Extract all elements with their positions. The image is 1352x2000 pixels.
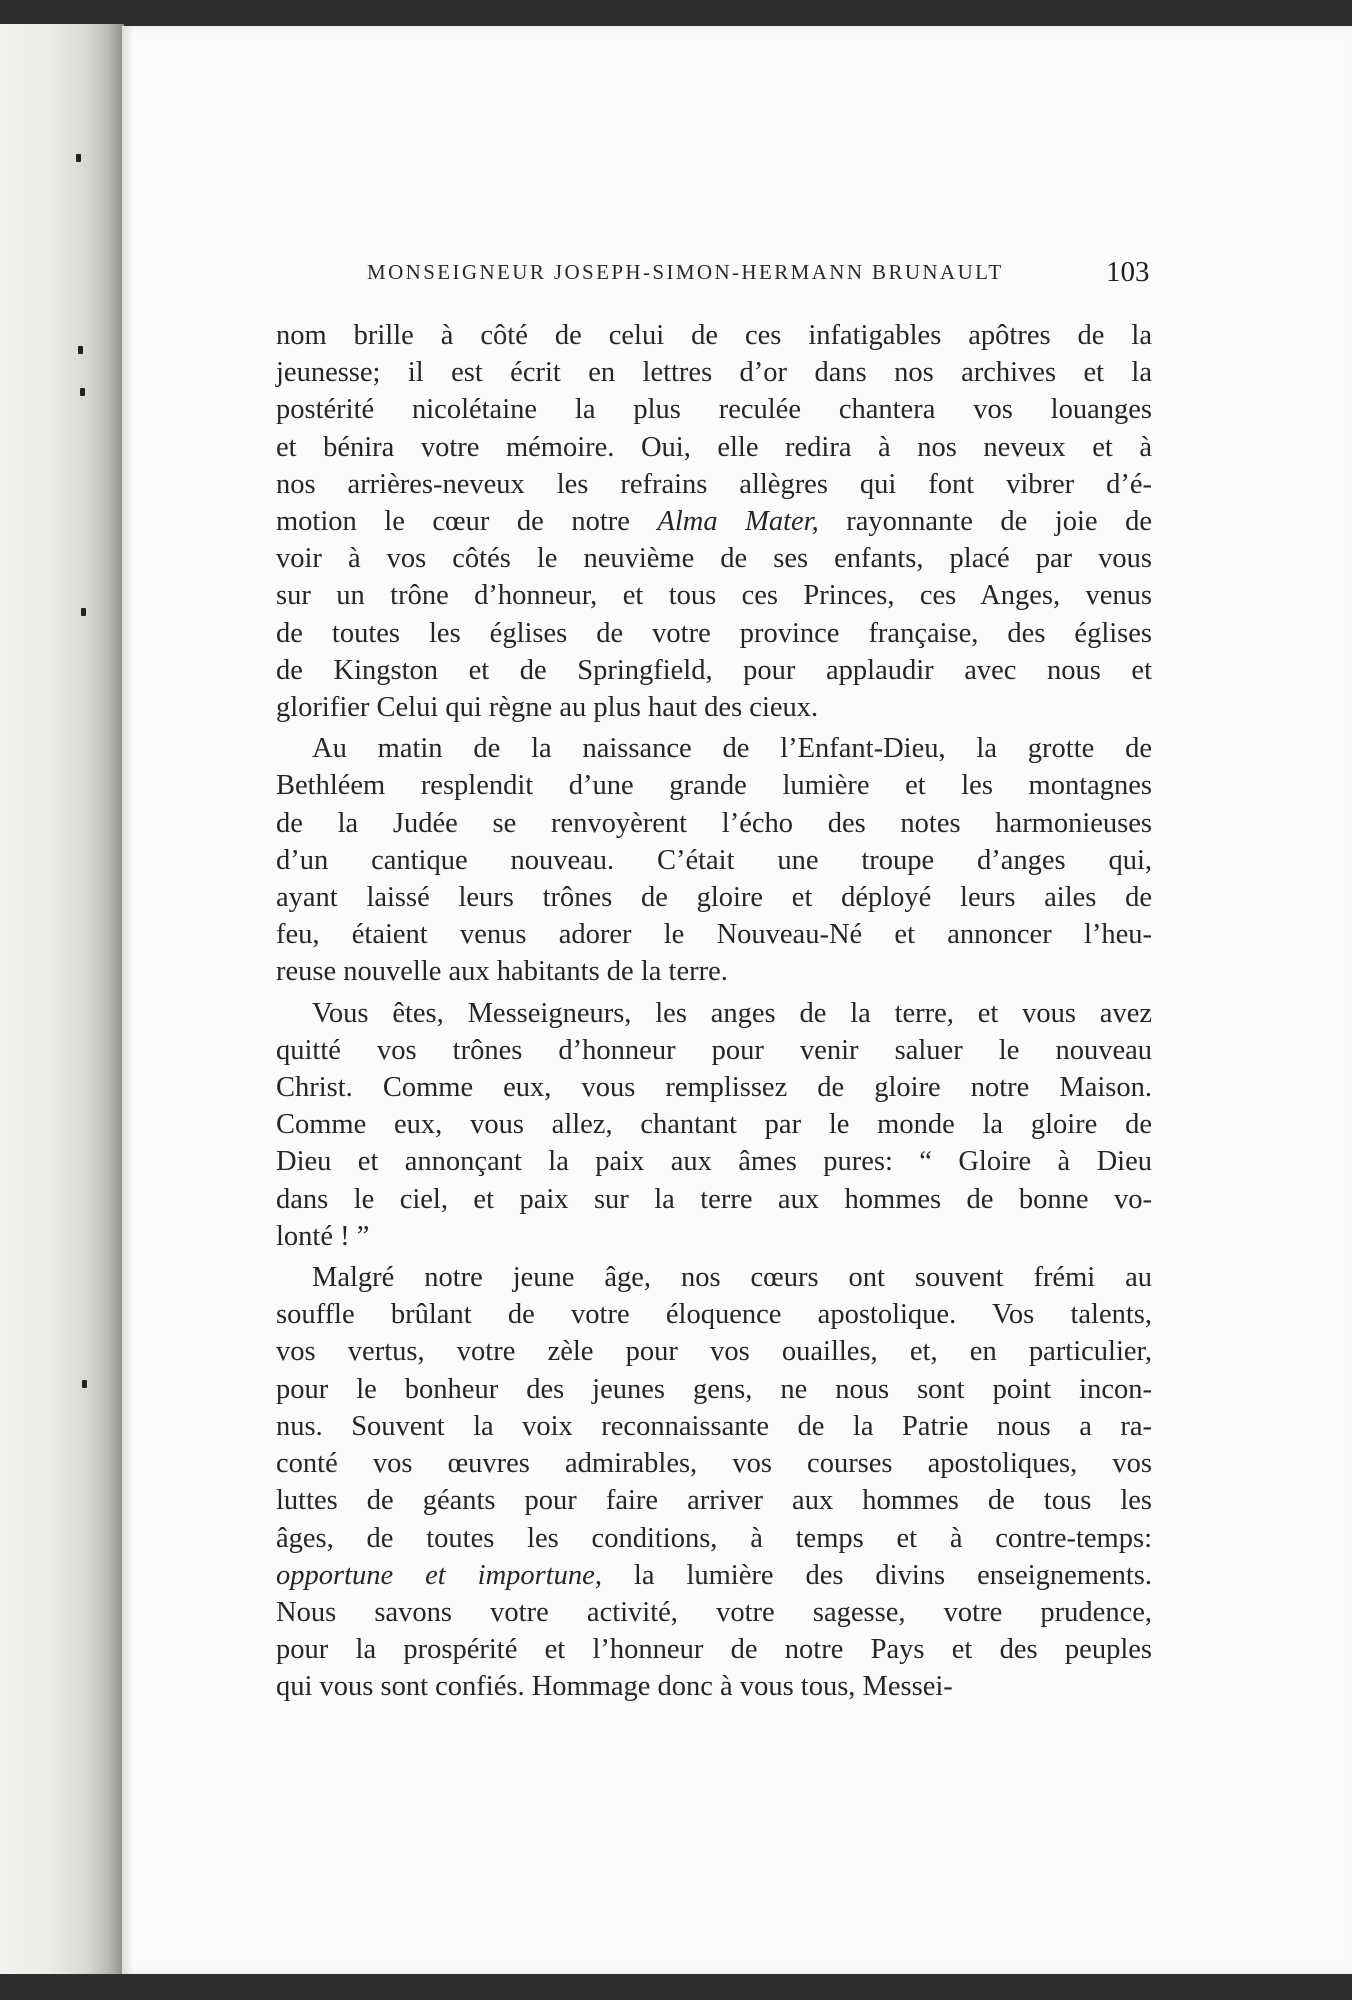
text-line: nos arrières-neveux les refrains allègres qui font vibrer d’é- bbox=[276, 468, 1152, 500]
text-line: conté vos œuvres admirables, vos courses apostoliques, vos bbox=[276, 1448, 1152, 1480]
paragraph bbox=[276, 730, 1152, 990]
text-line: vos vertus, votre zèle pour vos ouailles, et, en particulier, bbox=[276, 1336, 1152, 1368]
scan-bottom-edge bbox=[0, 1974, 1352, 2000]
paragraph bbox=[276, 317, 1152, 726]
text-line: Comme eux, vous allez, chantant par le monde la gloire de bbox=[276, 1109, 1152, 1141]
text-line: ayant laissé leurs trônes de gloire et déployé leurs ailes de bbox=[276, 882, 1152, 914]
text-line: dans le ciel, et paix sur la terre aux hommes de bonne vo- bbox=[276, 1183, 1152, 1215]
text-line: d’un cantique nouveau. C’était une troupe d’anges qui, bbox=[276, 844, 1152, 876]
text-line: de toutes les églises de votre province française, des églises bbox=[276, 617, 1152, 649]
text-line: postérité nicolétaine la plus reculée chantera vos louanges bbox=[276, 394, 1152, 426]
text-line: de Kingston et de Springfield, pour applaudir avec nous et bbox=[276, 654, 1152, 686]
text-line: qui vous sont confiés. Hommage donc à vous tous, Messei- bbox=[276, 1671, 953, 1703]
body-text bbox=[276, 317, 1152, 1706]
italic-phrase: Alma Mater, bbox=[657, 506, 819, 538]
text-line: Vous êtes, Messeigneurs, les anges de la terre, et vous avez bbox=[312, 997, 1152, 1029]
text-line: lonté ! ” bbox=[276, 1220, 370, 1252]
italic-phrase: opportune et importune, bbox=[276, 1559, 602, 1591]
text-line: de la Judée se renvoyèrent l’écho des notes harmonieuses bbox=[276, 807, 1152, 839]
text-line: feu, étaient venus adorer le Nouveau-Né et annoncer l’heu- bbox=[276, 919, 1152, 951]
running-head: MONSEIGNEUR JOSEPH-SIMON-HERMANN BRUNAULT bbox=[367, 260, 1004, 284]
text-line: reuse nouvelle aux habitants de la terre. bbox=[276, 956, 728, 988]
binding-mark bbox=[78, 346, 83, 354]
text-line: nus. Souvent la voix reconnaissante de la Patrie nous a ra- bbox=[276, 1410, 1152, 1442]
text-line: voir à vos côtés le neuvième de ses enfants, placé par vous bbox=[276, 543, 1152, 575]
text-line: et bénira votre mémoire. Oui, elle redira à nos neveux et à bbox=[276, 431, 1152, 463]
binding-mark bbox=[76, 154, 81, 162]
text-line: souffle brûlant de votre éloquence apostolique. Vos talents, bbox=[276, 1299, 1152, 1331]
text-line: pour le bonheur des jeunes gens, ne nous sont point incon- bbox=[276, 1373, 1152, 1405]
binding-mark bbox=[80, 388, 85, 396]
text-line: Nous savons votre activité, votre sagesse, votre prudence, bbox=[276, 1596, 1152, 1628]
binding-mark bbox=[81, 608, 86, 616]
text-line: Malgré notre jeune âge, nos cœurs ont souvent frémi au bbox=[312, 1262, 1152, 1294]
text-line: Au matin de la naissance de l’Enfant-Dieu, la grotte de bbox=[312, 733, 1152, 765]
text-line: sur un trône d’honneur, et tous ces Princes, ces Anges, venus bbox=[276, 580, 1152, 612]
text-line: Dieu et annonçant la paix aux âmes pures: “ Gloire à Dieu bbox=[276, 1146, 1152, 1178]
text-line: pour la prospérité et l’honneur de notre Pays et des peuples bbox=[276, 1634, 1152, 1666]
text-line: Bethléem resplendit d’une grande lumière et les montagnes bbox=[276, 770, 1152, 802]
paragraph bbox=[276, 995, 1152, 1255]
text-line: luttes de géants pour faire arriver aux hommes de tous les bbox=[276, 1485, 1152, 1517]
paragraph bbox=[276, 1259, 1152, 1705]
text-line: jeunesse; il est écrit en lettres d’or dans nos archives et la bbox=[276, 357, 1152, 389]
text-line: glorifier Celui qui règne au plus haut des cieux. bbox=[276, 692, 819, 724]
book-gutter bbox=[0, 24, 124, 1974]
text-line: opportune et importune, la lumière des divins enseignements. bbox=[276, 1559, 1152, 1591]
binding-mark bbox=[82, 1380, 87, 1388]
text-line: motion le cœur de notre Alma Mater, rayonnante de joie de bbox=[276, 506, 1152, 538]
text-line: âges, de toutes les conditions, à temps et à contre-temps: bbox=[276, 1522, 1152, 1554]
page-number: 103 bbox=[1106, 256, 1150, 288]
text-line: quitté vos trônes d’honneur pour venir saluer le nouveau bbox=[276, 1034, 1152, 1066]
text-line: nom brille à côté de celui de ces infatigables apôtres de la bbox=[276, 320, 1152, 351]
text-line: Christ. Comme eux, vous remplissez de gloire notre Maison. bbox=[276, 1072, 1152, 1104]
